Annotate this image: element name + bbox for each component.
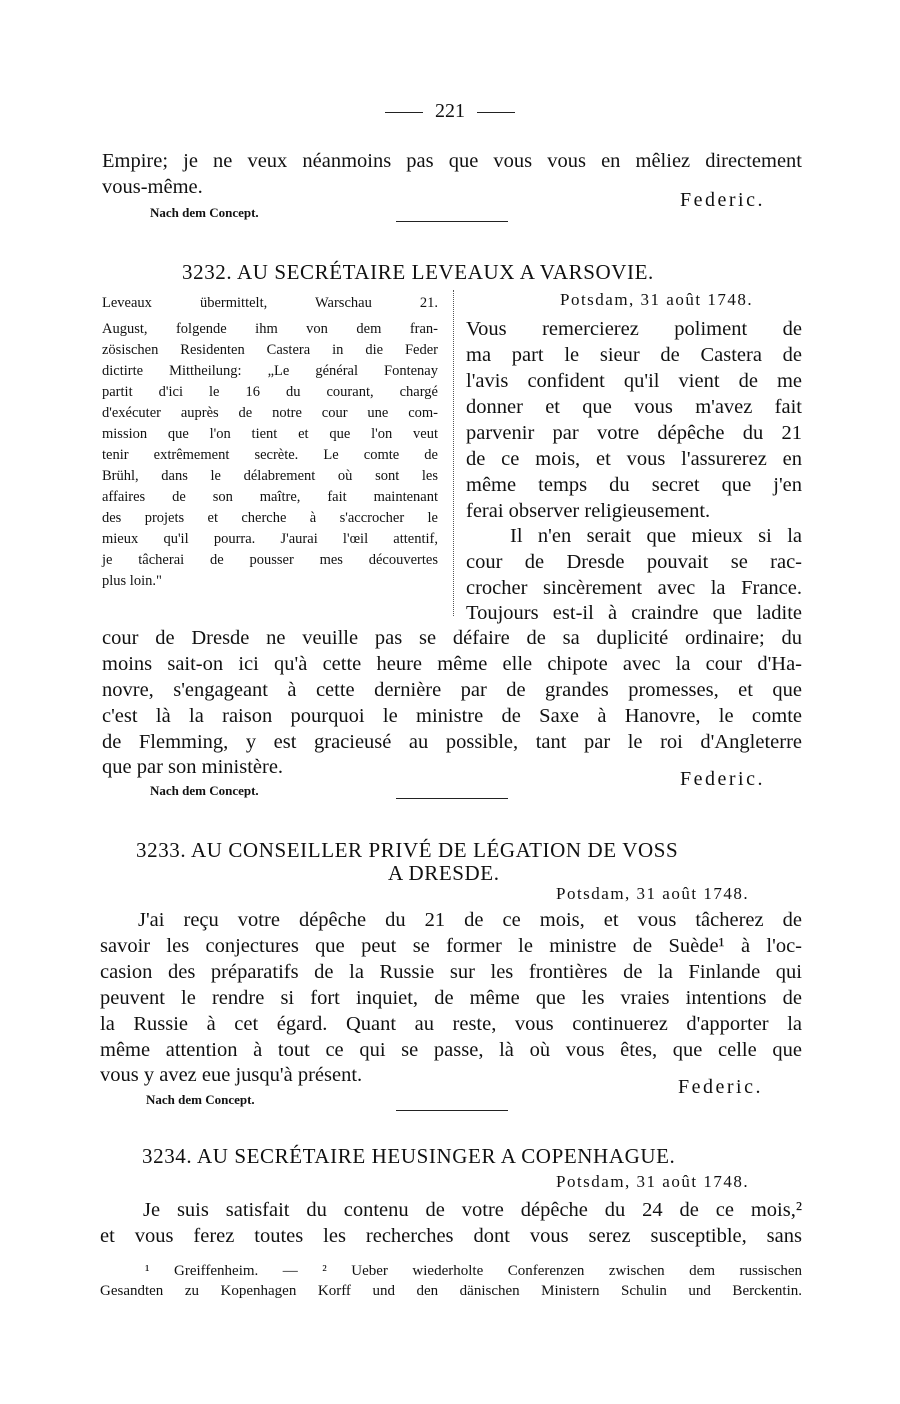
summary-line: d'exécuter auprès de notre cour une com- xyxy=(102,405,438,421)
signature: Federic. xyxy=(680,189,765,211)
header-dash-left xyxy=(385,112,423,113)
signature: Federic. xyxy=(678,1076,763,1098)
header-dash-right xyxy=(477,112,515,113)
text-line: même temps du secret que j'en xyxy=(466,474,802,496)
summary-line: Brühl, dans le délabrement où sont les xyxy=(102,468,438,484)
concept-note: Nach dem Concept. xyxy=(146,1092,255,1107)
text-line: ferai observer religieusement. xyxy=(466,500,711,522)
concept-note: Nach dem Concept. xyxy=(150,783,259,798)
text-line: vous-même. xyxy=(102,176,203,198)
text-line: la Russie à cet égard. Quant au reste, vous continuerez d'apporter la xyxy=(100,1013,802,1035)
text-line: l'avis confident qu'il vient de me xyxy=(466,370,802,392)
text-line: peuvent le rendre si fort inquiet, de même que les vraies intentions de xyxy=(100,987,802,1009)
summary-line: affaires de son maître, fait maintenant xyxy=(102,489,438,505)
footnote-line: ¹ Greiffenheim. — ² Ueber wiederholte Conferenzen zwischen dem russischen xyxy=(145,1263,802,1279)
letter-date: Potsdam, 31 août 1748. xyxy=(556,884,750,903)
page-header xyxy=(0,100,900,123)
summary-line: mission que l'on tient et que l'on veut xyxy=(102,426,438,442)
text-line: savoir les conjectures que peut se former le ministre de Suède¹ à l'oc- xyxy=(100,935,802,957)
letter-date: Potsdam, 31 août 1748. xyxy=(560,290,754,309)
summary-line: Leveaux übermittelt, Warschau 21. xyxy=(102,295,438,311)
text-line: de ce mois, et vous l'assurerez en xyxy=(466,448,802,470)
text-line: moins sait-on ici qu'à cette heure même elle chipote avec la cour d'Ha- xyxy=(102,653,802,675)
text-line: même attention à tout ce qui se passe, là où vous êtes, que celle que xyxy=(100,1039,802,1061)
signature: Federic. xyxy=(680,768,765,790)
page-number: 221 xyxy=(435,100,465,122)
letter-heading: 3232. AU SECRÉTAIRE LEVEAUX A VARSOVIE. xyxy=(182,260,654,284)
letter-heading-cont: A DRESDE. xyxy=(388,861,500,885)
summary-line: mieux qu'il pourra. J'aurai l'œil attentif, xyxy=(102,531,438,547)
summary-line: zösischen Residenten Castera in die Feder xyxy=(102,342,438,358)
summary-line: tenir extrêmement secrète. Le comte de xyxy=(102,447,438,463)
text-line: J'ai reçu votre dépêche du 21 de ce mois, et vous tâcherez de xyxy=(138,909,802,931)
footnote-line: Gesandten zu Kopenhagen Korff und den dänischen Ministern Schulin und Berckentin. xyxy=(100,1283,802,1299)
section-rule xyxy=(396,221,508,222)
letter-heading: 3234. AU SECRÉTAIRE HEUSINGER A COPENHAGUE. xyxy=(142,1144,676,1168)
summary-line: je tâcherai de pousser mes découvertes xyxy=(102,552,438,568)
text-line: parvenir par votre dépêche du 21 xyxy=(466,422,802,444)
text-line: c'est là la raison pourquoi le ministre de Saxe à Hanovre, le comte xyxy=(102,705,802,727)
letter-heading: 3233. AU CONSEILLER PRIVÉ DE LÉGATION DE VOSS xyxy=(136,838,679,862)
text-line: de Flemming, y est gracieusé au possible, tant par le roi d'Angleterre xyxy=(102,731,802,753)
text-line: Je suis satisfait du contenu de votre dépêche du 24 de ce mois,² xyxy=(143,1199,802,1221)
text-line: cour de Dresde ne veuille pas se défaire de sa duplicité ordinaire; du xyxy=(102,627,802,649)
concept-note: Nach dem Concept. xyxy=(150,205,259,220)
text-line: crocher sincèrement avec la France. xyxy=(466,577,802,599)
summary-line: des projets et cherche à s'accrocher le xyxy=(102,510,438,526)
text-line: casion des préparatifs de la Russie sur les frontières de la Finlande qui xyxy=(100,961,802,983)
column-divider xyxy=(453,290,454,616)
text-line: donner et que vous m'avez fait xyxy=(466,396,802,418)
text-line: Empire; je ne veux néanmoins pas que vous vous en mêliez directement xyxy=(102,150,802,172)
text-line: Il n'en serait que mieux si la xyxy=(510,525,802,547)
text-line: novre, s'engageant à cette dernière par de grandes promesses, et que xyxy=(102,679,802,701)
text-line: que par son ministère. xyxy=(102,756,284,778)
text-line: Toujours est-il à craindre que ladite xyxy=(466,602,802,624)
text-line: vous y avez eue jusqu'à présent. xyxy=(100,1064,363,1086)
text-line: ma part le sieur de Castera de xyxy=(466,344,802,366)
text-line: Vous remercierez poliment de xyxy=(466,318,802,340)
letter-date: Potsdam, 31 août 1748. xyxy=(556,1172,750,1191)
section-rule xyxy=(396,798,508,799)
text-line: cour de Dresde pouvait se rac- xyxy=(466,551,802,573)
summary-line: August, folgende ihm von dem fran- xyxy=(102,321,438,337)
summary-line: dictirte Mittheilung: „Le général Fontenay xyxy=(102,363,438,379)
summary-line: partit d'ici le 16 du courant, chargé xyxy=(102,384,438,400)
section-rule xyxy=(396,1110,508,1111)
summary-line: plus loin." xyxy=(102,573,162,589)
text-line: et vous ferez toutes les recherches dont vous serez susceptible, sans xyxy=(100,1225,802,1247)
